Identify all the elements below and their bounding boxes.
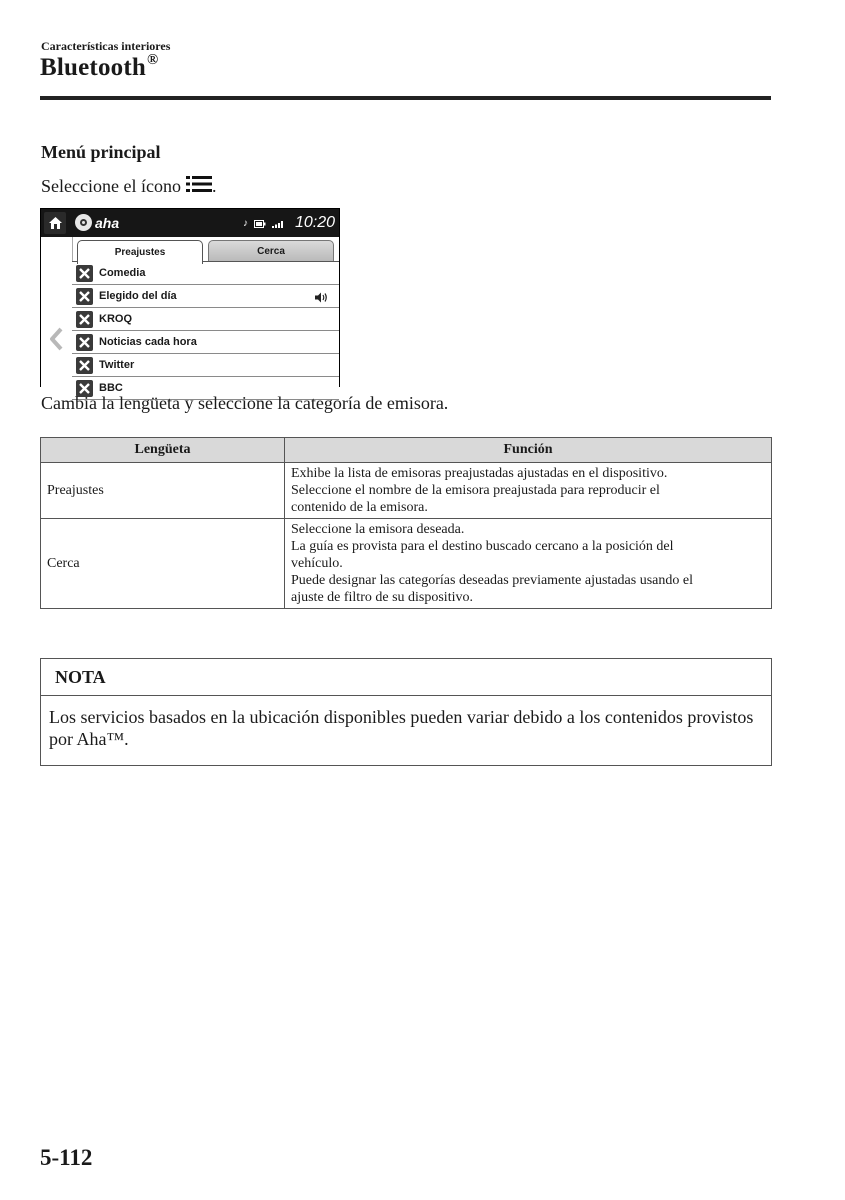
table-row: [41, 519, 772, 609]
station-label: BBC: [99, 382, 123, 394]
speaker-icon: [315, 290, 329, 308]
station-item[interactable]: [72, 331, 339, 354]
home-button[interactable]: [44, 212, 66, 234]
station-label: KROQ: [99, 313, 132, 325]
back-chevron-icon[interactable]: [49, 327, 63, 356]
home-icon: [48, 216, 63, 230]
station-label: Elegido del día: [99, 290, 177, 302]
page-number: 5-112: [40, 1145, 93, 1170]
station-x-icon: [76, 334, 93, 351]
battery-icon: [254, 220, 266, 228]
row-tab-name: Cerca: [41, 519, 285, 609]
header-funcion: Función: [285, 438, 772, 463]
station-x-icon: [76, 357, 93, 374]
station-label: Comedia: [99, 267, 146, 279]
station-list: [72, 262, 339, 400]
app-name: aha: [95, 215, 120, 231]
station-x-icon: [76, 265, 93, 282]
function-line: ajuste de filtro de su dispositivo.: [291, 590, 473, 605]
instruction-text: Seleccione el ícono: [41, 176, 181, 196]
main-menu-instruction: [41, 175, 216, 198]
tab-preajustes[interactable]: Preajustes: [77, 240, 203, 264]
note-heading: NOTA: [41, 659, 771, 696]
function-line: vehículo.: [291, 556, 343, 571]
screen-top-bar: [41, 209, 339, 237]
function-line: La guía es provista para el destino buscado cercano a la posición del: [291, 539, 674, 554]
music-note-icon: ♪: [243, 218, 248, 229]
function-line: Seleccione la emisora deseada.: [291, 522, 465, 537]
station-item[interactable]: [72, 285, 339, 308]
left-rail: [41, 237, 73, 387]
page-title: [40, 54, 158, 82]
station-item[interactable]: [72, 262, 339, 285]
station-item[interactable]: [72, 308, 339, 331]
section-label: Características interiores: [41, 39, 171, 53]
status-icons: [243, 218, 284, 229]
page-title-text: Bluetooth: [40, 54, 146, 81]
aha-screen: [40, 208, 340, 394]
row-function: [285, 519, 772, 609]
instruction-period: .: [211, 176, 217, 196]
main-menu-heading: Menú principal: [41, 142, 161, 162]
tab-cerca[interactable]: Cerca: [208, 240, 334, 263]
row-function: [285, 463, 772, 519]
station-item[interactable]: [72, 354, 339, 377]
function-line: Exhibe la lista de emisoras preajustadas ajustadas en el dispositivo.: [291, 466, 668, 481]
station-x-icon: [76, 288, 93, 305]
function-line: Puede designar las categorías deseadas previamente ajustadas usando el: [291, 573, 693, 588]
function-table: [40, 437, 772, 609]
registered-mark: ®: [146, 52, 159, 68]
station-label: Noticias cada hora: [99, 336, 197, 348]
title-rule: [40, 96, 771, 100]
note-box: [40, 658, 772, 766]
function-line: contenido de la emisora.: [291, 500, 428, 515]
screen-caption: Cambia la lengüeta y seleccione la categoría de emisora.: [41, 393, 449, 413]
signal-icon: [272, 220, 284, 228]
aha-logo-icon: [75, 214, 92, 231]
function-line: Seleccione el nombre de la emisora preajustada para reproducir el: [291, 483, 660, 498]
table-header-row: [41, 438, 772, 463]
station-x-icon: [76, 311, 93, 328]
clock: 10:20: [295, 214, 336, 231]
station-label: Twitter: [99, 359, 135, 371]
note-text: Los servicios basados en la ubicación disponibles pueden variar debido a los contenidos provistos por Aha™.: [49, 707, 754, 749]
list-icon: [186, 175, 212, 198]
table-row: [41, 463, 772, 519]
row-tab-name: Preajustes: [41, 463, 285, 519]
header-lengueta: Lengüeta: [41, 438, 285, 463]
